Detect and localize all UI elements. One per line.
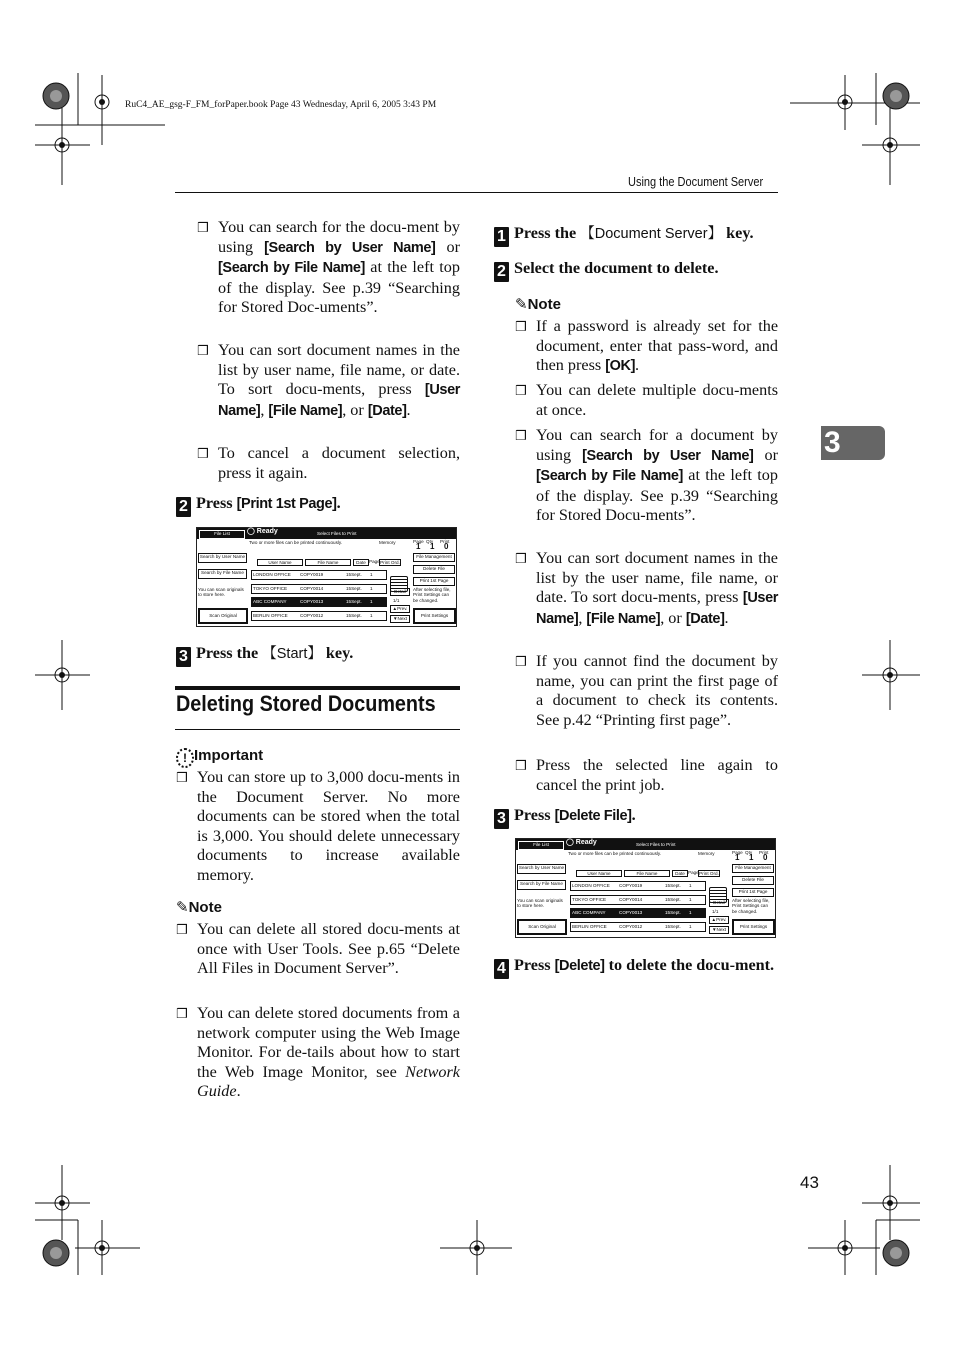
file-name-sort-button[interactable]: File Name xyxy=(624,870,670,877)
text: or xyxy=(753,445,778,464)
bullet-item xyxy=(176,920,460,979)
scan-hint: You can scan originals to store here. xyxy=(517,898,563,909)
section-rule xyxy=(175,686,460,690)
scan-original-button[interactable]: Scan Original xyxy=(198,608,248,624)
table-cell: ABC COMPANY xyxy=(572,910,606,915)
search-by-user-button[interactable]: Search by User Name xyxy=(198,553,247,563)
table-cell: COPY0014 xyxy=(619,896,643,902)
table-row[interactable] xyxy=(251,611,387,621)
select-files-label: Select Files to Print xyxy=(317,531,357,536)
qty-panel: Page Qty Print 1 1 0 xyxy=(732,850,769,862)
text: Press the xyxy=(196,644,263,662)
step-2 xyxy=(176,494,341,517)
scan-original-button[interactable]: Scan Original xyxy=(517,919,567,935)
key-label: [Print 1st Page] xyxy=(236,496,337,512)
text: If you cannot find the document by name, you can print the first page of a document to check its contents. See p.42 “Printing first page”. xyxy=(536,652,778,729)
bullet-item xyxy=(197,218,460,318)
print-settings-button[interactable]: Print Settings xyxy=(732,919,775,935)
text: You can store up to 3,000 docu-ments in the Document Server. No more documents can be stored when the total is 3,000. You should delete unnecessary documents to increase available memory. xyxy=(197,768,460,884)
key-label: [Search by File Name] xyxy=(536,468,683,485)
note-label: Note xyxy=(188,899,222,916)
step-3 xyxy=(494,806,636,829)
table-cell: 1 xyxy=(689,896,692,902)
checkbox-bullet-icon: ❒ xyxy=(515,655,527,670)
text: Press the selected line again to cancel the print job. xyxy=(536,756,778,794)
table-row[interactable] xyxy=(251,584,387,594)
checkbox-bullet-icon: ❒ xyxy=(176,923,188,938)
control-panel-screenshot xyxy=(196,527,457,627)
key-label: [Search by User Name] xyxy=(264,239,436,256)
table-cell: 1 xyxy=(689,883,692,888)
user-name-sort-button[interactable]: User Name xyxy=(576,870,622,877)
table-cell: 15Sept. xyxy=(665,923,681,929)
step-3 xyxy=(176,644,353,667)
checkbox-bullet-icon: ❒ xyxy=(515,384,527,399)
delete-file-button[interactable]: Delete File xyxy=(732,876,774,885)
checkbox-bullet-icon: ❒ xyxy=(515,320,527,335)
detail-button[interactable]: Detail xyxy=(709,899,729,907)
key-label: [Delete] xyxy=(554,958,605,974)
checkbox-bullet-icon: ❒ xyxy=(197,447,209,462)
bullet-item xyxy=(515,652,778,730)
key-label: [Search by File Name] xyxy=(218,260,365,277)
text: . xyxy=(336,494,341,512)
delete-file-button[interactable]: Delete File xyxy=(413,565,455,574)
page-number: 43 xyxy=(800,1173,819,1192)
pencil-icon: ✎ xyxy=(176,898,189,916)
key-label: [Delete File] xyxy=(554,808,632,824)
key-label: 【Document Server】 xyxy=(580,226,723,242)
select-files-label: Select Files to Print xyxy=(636,842,676,847)
table-cell: 15Sept. xyxy=(665,883,681,888)
control-panel-screenshot xyxy=(515,838,776,938)
table-cell: 1 xyxy=(370,599,373,604)
scan-hint: You can scan originals to store here. xyxy=(198,587,244,598)
table-row[interactable] xyxy=(570,908,706,918)
text: , xyxy=(578,608,587,627)
table-cell: 15Sept. xyxy=(665,896,681,902)
text: Press the xyxy=(514,224,581,242)
table-cell: 15Sept. xyxy=(346,572,362,577)
after-select-hint: After selecting file, Print Settings can be changed. xyxy=(413,587,451,603)
print-1st-page-button[interactable]: Print 1st Page xyxy=(413,577,455,586)
key-label: [Date] xyxy=(367,402,407,419)
text: Press xyxy=(196,494,237,512)
step-2 xyxy=(494,259,719,282)
table-cell: COPY0014 xyxy=(300,585,324,591)
table-cell: COPY0019 xyxy=(300,572,324,577)
after-select-hint: After selecting file, Print Settings can be changed. xyxy=(732,898,770,914)
text: You can delete stored documents from a network computer using the Web Image Monitor. For de-tails about how to start the Web Image Monitor, see xyxy=(197,1004,460,1081)
text: to delete the docu-ment. xyxy=(604,956,775,974)
key-label: [File Name] xyxy=(586,610,661,627)
text: , or xyxy=(660,608,686,627)
note-label: Note xyxy=(527,296,561,313)
pager-label: 1/1 xyxy=(393,598,400,603)
checkbox-bullet-icon: ❒ xyxy=(515,429,527,444)
table-cell: BERLIN OFFICE xyxy=(572,923,607,929)
table-cell: 15Sept. xyxy=(346,585,362,591)
table-cell: BERLIN OFFICE xyxy=(253,612,288,618)
table-cell: 1 xyxy=(370,572,373,577)
text: . xyxy=(635,356,640,375)
checkbox-bullet-icon: ❒ xyxy=(515,759,527,774)
prev-button[interactable]: ▲Prev. xyxy=(709,916,729,924)
table-row[interactable] xyxy=(570,881,706,891)
file-name-sort-button[interactable]: File Name xyxy=(305,559,351,566)
file-management-button[interactable]: File Management xyxy=(732,864,774,873)
ready-status: ◯ Ready xyxy=(247,528,278,535)
table-row[interactable] xyxy=(570,895,706,905)
date-sort-button[interactable]: Date xyxy=(353,559,369,566)
table-cell: COPY0019 xyxy=(619,883,643,888)
table-cell: 15Sept. xyxy=(346,612,362,618)
search-by-user-button[interactable]: Search by User Name xyxy=(517,864,566,874)
key-label: [User Name] xyxy=(536,590,778,627)
search-by-file-button[interactable]: Search by File Name xyxy=(198,569,247,579)
ready-status: ◯ Ready xyxy=(566,839,597,846)
checkbox-bullet-icon: ❒ xyxy=(515,552,527,567)
header-note: Two or more files can be printed continuously. xyxy=(568,851,662,856)
search-by-file-button[interactable]: Search by File Name xyxy=(517,880,566,890)
key-label: [User Name] xyxy=(218,382,460,419)
step-number-icon: 4 xyxy=(494,959,509,979)
table-cell: LONDON OFFICE xyxy=(572,883,610,888)
chapter-number: 3 xyxy=(824,426,841,459)
step-number-icon: 3 xyxy=(176,647,191,667)
step-number-icon: 2 xyxy=(176,497,191,517)
bullet-item xyxy=(515,317,778,377)
memory-label: Memory xyxy=(698,851,715,856)
text: Select the document to delete. xyxy=(514,259,719,277)
pager-label: 1/1 xyxy=(712,909,719,914)
text: . xyxy=(724,608,729,627)
table-cell: 1 xyxy=(370,612,373,618)
bullet-item xyxy=(197,444,460,483)
text: , xyxy=(260,400,269,419)
file-list-tab[interactable]: File List xyxy=(518,841,564,850)
table-cell: 1 xyxy=(689,923,692,929)
table-cell: 1 xyxy=(370,585,373,591)
column-header-row: User Name File Name Date Page Print Ord. xyxy=(255,559,388,565)
table-cell: LONDON OFFICE xyxy=(253,572,291,577)
text: To cancel a document selection, press it again. xyxy=(218,444,460,482)
print-settings-button[interactable]: Print Settings xyxy=(413,608,456,624)
table-cell: COPY0013 xyxy=(300,599,324,604)
text: You can delete multiple docu-ments at once. xyxy=(536,381,778,419)
chapter-tab xyxy=(821,426,885,460)
qty-panel: Page Qty Print 1 1 0 xyxy=(413,539,450,551)
text: If a password is already set for the document, enter that pass-word, and then press xyxy=(536,317,778,375)
table-row[interactable] xyxy=(251,597,387,607)
text: or xyxy=(435,237,460,256)
text: Network Guide xyxy=(197,1062,460,1101)
step-number-icon: 1 xyxy=(494,227,509,247)
table-cell: TOKYO OFFICE xyxy=(253,585,288,591)
user-name-sort-button[interactable]: User Name xyxy=(257,559,303,566)
step-number-icon: 2 xyxy=(494,262,509,282)
memory-label: Memory xyxy=(379,540,396,545)
text: You can search for a document by using xyxy=(536,426,778,464)
text: key. xyxy=(722,224,754,242)
text: You can sort document names in the list by the user name, file name, or date. To sort docu-ments, press xyxy=(536,549,778,607)
text: key. xyxy=(321,644,354,662)
checkbox-bullet-icon: ❒ xyxy=(197,221,209,236)
detail-button[interactable]: Detail xyxy=(390,588,410,596)
key-label: [Search by User Name] xyxy=(582,447,754,464)
text: Press xyxy=(514,956,555,974)
bullet-item xyxy=(176,768,460,886)
text: You can search for the docu-ment by using xyxy=(218,218,460,256)
bullet-item xyxy=(515,756,778,795)
section-title: Deleting Stored Documents xyxy=(176,691,436,716)
text: You can delete all stored docu-ments at once with User Tools. See p.65 “Delete All Files in Document Server”. xyxy=(197,920,460,978)
table-row[interactable] xyxy=(251,570,387,580)
checkbox-bullet-icon: ❒ xyxy=(176,771,188,786)
file-list-tab[interactable]: File List xyxy=(199,530,245,539)
bullet-item xyxy=(515,426,778,526)
key-label: 【Start】 xyxy=(262,646,322,662)
date-sort-button[interactable]: Date xyxy=(672,870,688,877)
text: at the left top of the display. See p.39 “Searching for Stored Doc-uments”. xyxy=(218,258,460,317)
section-rule xyxy=(175,729,460,730)
table-cell: COPY0013 xyxy=(619,910,643,915)
text: at the left top of the display. See p.39 “Searching for Stored Docu-ments”. xyxy=(536,466,778,525)
step-number-icon: 3 xyxy=(494,809,509,829)
key-label: [OK] xyxy=(605,358,636,375)
text: You can sort document names in the list by user name, file name, or date. To sort docu-ments, press xyxy=(218,341,460,399)
next-button[interactable]: ▼Next xyxy=(390,615,410,623)
table-cell: 1 xyxy=(689,910,692,915)
header-note: Two or more files can be printed continuously. xyxy=(249,540,343,545)
file-management-button[interactable]: File Management xyxy=(413,553,455,562)
key-label: [Date] xyxy=(685,610,725,627)
table-cell: 15Sept. xyxy=(346,599,362,604)
note-heading xyxy=(176,898,222,918)
step-1 xyxy=(494,224,754,247)
text: Press xyxy=(514,806,555,824)
text: , or xyxy=(342,400,368,419)
important-icon: ! xyxy=(176,748,194,768)
running-header: Using the Document Server xyxy=(628,175,764,189)
step-4 xyxy=(494,955,778,979)
pencil-icon: ✎ xyxy=(515,295,528,313)
table-cell: COPY0012 xyxy=(300,612,324,618)
bullet-item xyxy=(515,549,778,629)
important-heading xyxy=(176,746,263,768)
header-rule xyxy=(175,192,778,193)
table-cell: COPY0012 xyxy=(619,923,643,929)
key-label: [File Name] xyxy=(268,402,343,419)
text: . xyxy=(236,1082,241,1101)
print-info: RuC4_AE_gsg-F_FM_forPaper.book Page 43 Wednesday, April 6, 2005 3:43 PM xyxy=(125,100,437,110)
bullet-item xyxy=(515,381,778,420)
checkbox-bullet-icon: ❒ xyxy=(176,1007,188,1022)
print-1st-page-button[interactable]: Print 1st Page xyxy=(732,888,774,897)
table-cell: ABC COMPANY xyxy=(253,599,287,604)
table-cell: TOKYO OFFICE xyxy=(572,896,607,902)
column-header-row: User Name File Name Date Page Print Ord. xyxy=(574,870,707,876)
file-table xyxy=(570,881,706,935)
checkbox-bullet-icon: ❒ xyxy=(197,344,209,359)
important-label: Important xyxy=(194,747,264,764)
bullet-item xyxy=(176,1004,460,1102)
next-button[interactable]: ▼Next xyxy=(709,926,729,934)
table-row[interactable] xyxy=(570,922,706,932)
text: . xyxy=(406,400,411,419)
note-heading xyxy=(515,295,561,315)
text: . xyxy=(631,806,636,824)
bullet-item xyxy=(197,341,460,421)
file-table xyxy=(251,570,387,624)
table-cell: 15Sept. xyxy=(665,910,681,915)
prev-button[interactable]: ▲Prev. xyxy=(390,605,410,613)
